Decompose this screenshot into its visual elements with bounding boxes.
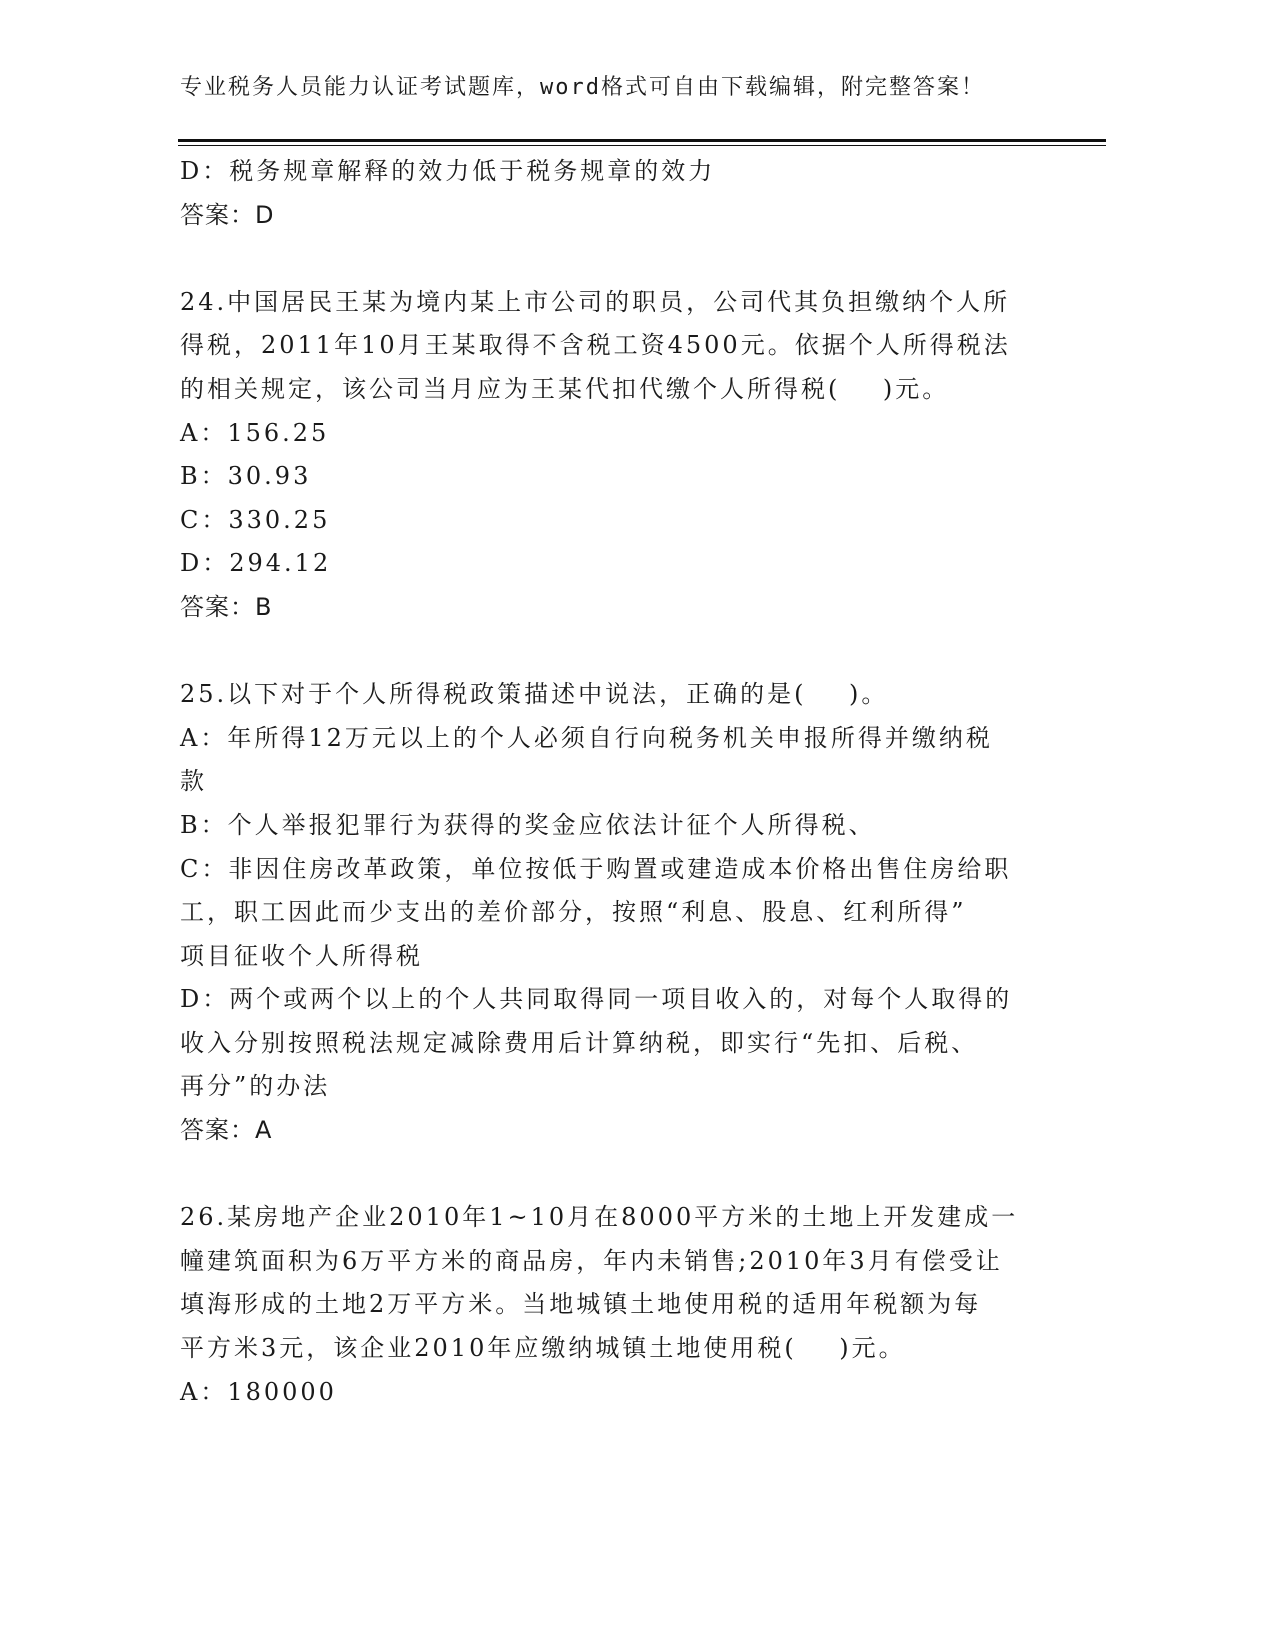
option-a: A：156.25 [180,418,330,447]
header-rule-thick [178,139,1106,142]
option-d: D：两个或两个以上的个人共同取得同一项目收入的，对每个人取得的 [180,985,1013,1014]
question-text: 填海形成的土地2万平方米。当地城镇土地使用税的适用年税额为每 [180,1290,982,1319]
option-a-continued: 款 [180,767,207,796]
question-text: 平方米3元，该企业2010年应缴纳城镇土地使用税( )元。 [180,1334,906,1363]
option-d-continued: 收入分别按照税法规定减除费用后计算纳税，即实行“先扣、后税、 [180,1028,979,1057]
page-header: 专业税务人员能力认证考试题库，word格式可自由下载编辑，附完整答案！ [180,75,985,100]
question-text: 的相关规定，该公司当月应为王某代扣代缴个人所得税( )元。 [180,374,950,403]
option-a: A：180000 [180,1377,337,1406]
answer-line: 答案：B [180,592,273,621]
spacer [180,1153,1040,1197]
answer-line: 答案：D [180,200,275,229]
option-d-continued: 再分”的办法 [180,1072,331,1101]
option-b: B：个人举报犯罪行为获得的奖金应依法计征个人所得税、 [180,810,876,839]
question-text: 24.中国居民王某为境内某上市公司的职员，公司代其负担缴纳个人所 [180,287,1011,316]
option-d: D：税务规章解释的效力低于税务规章的效力 [180,157,716,185]
option-c-continued: 项目征收个人所得税 [180,941,423,970]
answer-line: 答案：A [180,1116,273,1145]
spacer [180,237,1040,281]
option-c: C：330.25 [180,505,331,534]
question-text: 25.以下对于个人所得税政策描述中说法，正确的是( )。 [180,680,889,709]
option-d: D：294.12 [180,549,332,578]
question-text: 26.某房地产企业2010年1~10月在8000平方米的土地上开发建成一 [180,1203,1019,1232]
option-c-continued: 工，职工因此而少支出的差价部分，按照“利息、股息、红利所得” [180,898,967,927]
option-b: B：30.93 [180,462,312,491]
option-a: A：年所得12万元以上的个人必须自行向税务机关申报所得并缴纳税 [180,723,993,752]
question-text: 幢建筑面积为6万平方米的商品房，年内未销售;2010年3月有偿受让 [180,1246,1003,1275]
option-c: C：非因住房改革政策，单位按低于购置或建造成本价格出售住房给职 [180,854,1012,883]
document-body [180,150,1040,1414]
spacer [180,630,1040,674]
question-text: 得税，2011年10月王某取得不含税工资4500元。依据个人所得税法 [180,331,1011,360]
header-rule-thin [178,145,1106,146]
